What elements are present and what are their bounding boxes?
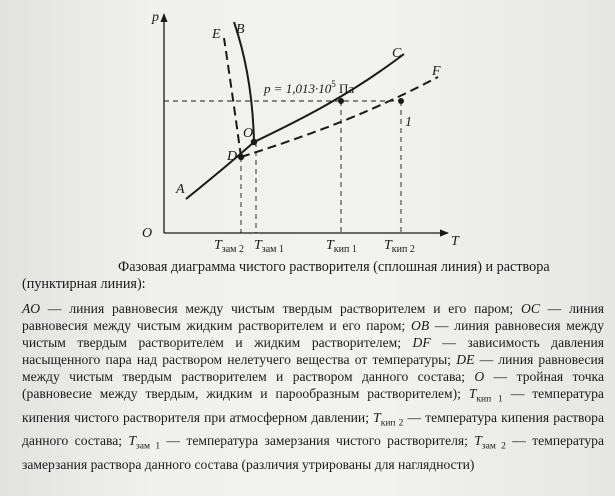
legend-de: DE <box>456 352 475 367</box>
legend-oc: OC <box>521 301 540 316</box>
label-e: E <box>212 27 221 42</box>
figure-legend <box>22 300 604 473</box>
tick-tzam2: $T_{зам 2}$ <box>214 238 245 255</box>
figure-caption: Фазовая диаграмма чистого растворителя (сплошная линия) и раствора (пунктирная линия): <box>22 259 550 292</box>
legend-o: O <box>474 369 485 384</box>
curve-ao-solid <box>186 142 254 199</box>
legend-ao: AO <box>22 301 41 316</box>
legend-tkip2: T <box>373 409 381 425</box>
label-a: A <box>176 182 185 197</box>
legend-ao-text: — линия равновесия между чистым твердым растворителем и его паром; <box>40 301 522 316</box>
p-axis-label: p <box>152 10 159 25</box>
pressure-label: $p = 1,013\cdot 10^5$ Па <box>264 79 355 96</box>
legend-tzam1-sub: зам 1 <box>136 442 161 453</box>
legend-de-text: — линия равновесия между чистым твердым растворителем и раствором данного состава; <box>22 352 604 384</box>
legend-o-text: — тройная точка (равновесие между твердым, жидким и парообразным растворителем); <box>22 369 604 401</box>
legend-oc-text: — линия равновесия между чистым жидким растворителем и его паром; <box>22 301 604 333</box>
legend-tzam1-text: — температура замерзания чистого растворителя; <box>160 433 475 449</box>
legend-tkip2-text: — температура кипения раствора данного состава; <box>22 409 605 449</box>
legend-tkip2-sub: кип 2 <box>380 418 404 429</box>
curve-oc-solid <box>254 54 404 142</box>
t-axis-label: T <box>451 234 459 249</box>
legend-df-text: — зависимость давления насыщенного пара над раствором нелетучего вещества от температуры; <box>22 335 604 367</box>
legend-df: DF <box>412 335 431 350</box>
origin-label: O <box>142 226 153 241</box>
legend-tkip1: T <box>468 386 477 401</box>
point-boil-1 <box>338 98 344 104</box>
legend-tzam2-sub: зам 2 <box>481 442 506 453</box>
label-point-1: 1 <box>405 115 412 130</box>
legend-tkip1-text: — температура кипения чистого растворителя при атмосферном давлении; <box>22 386 604 425</box>
tick-tkip1: $T_{кип 1}$ <box>326 238 357 255</box>
point-d <box>238 154 244 160</box>
legend-ob-text: — линия равновесия между чистым твердым растворителем и жидким растворителем; <box>22 318 604 350</box>
legend-tkip1-sub: кип 1 <box>476 394 503 405</box>
label-d: D <box>227 149 238 164</box>
legend-tzam1: T <box>128 433 136 449</box>
label-c: C <box>392 46 402 61</box>
tick-tkip2: $T_{кип 2}$ <box>384 238 415 255</box>
point-boil-2 <box>398 98 404 104</box>
label-b: B <box>236 22 245 37</box>
label-f: F <box>432 64 441 79</box>
legend-tzam2-text: — температура замерзания раствора данного состава (различия утрированы для наглядности) <box>22 433 604 473</box>
legend-tzam2: T <box>474 433 482 449</box>
curve-de-dashed <box>224 38 241 157</box>
tick-tzam1: $T_{зам 1}$ <box>254 238 285 255</box>
label-o: O <box>243 126 254 141</box>
legend-ob: OB <box>411 318 430 333</box>
